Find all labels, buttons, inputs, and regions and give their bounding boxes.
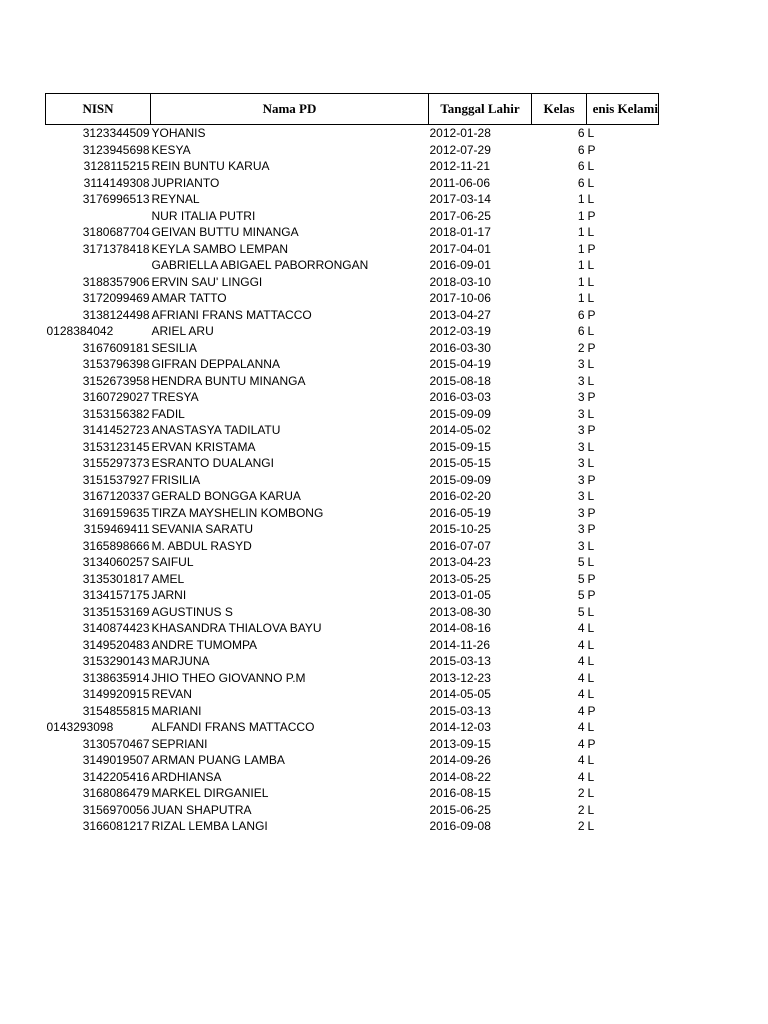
tanggal-lahir-cell: 2015-10-25	[429, 522, 491, 536]
table-row	[46, 604, 659, 621]
table-row	[46, 208, 659, 225]
nisn-cell: 3154855815	[82, 703, 150, 718]
nama-cell: REVAN	[151, 687, 192, 701]
kelas-cell: 3	[577, 406, 585, 421]
nama-cell: AGUSTINUS S	[151, 604, 233, 619]
table-row	[46, 406, 659, 423]
jenis-kelamin-cell: L	[587, 621, 595, 635]
nisn-cell: 3123344509	[82, 126, 150, 140]
nisn-cell: 3138635914	[82, 670, 150, 685]
tanggal-lahir-cell: 2015-09-15	[429, 439, 491, 454]
tanggal-lahir-cell: 2013-12-23	[429, 670, 491, 685]
header-nisn: NISN	[46, 94, 151, 125]
jenis-kelamin-cell: L	[587, 654, 595, 668]
jenis-kelamin-cell: L	[587, 406, 595, 421]
tanggal-lahir-cell: 2016-03-30	[429, 340, 491, 355]
tanggal-lahir-cell: 2014-05-05	[429, 687, 491, 701]
header-kelas: Kelas	[532, 94, 587, 125]
nama-cell: JUAN SHAPUTRA	[151, 802, 252, 817]
nama-cell: JHIO THEO GIOVANNO P.M	[151, 670, 306, 685]
kelas-cell: 3	[577, 423, 585, 437]
kelas-cell: 1	[577, 225, 585, 239]
table-row	[46, 769, 659, 786]
jenis-kelamin-cell: L	[587, 175, 595, 190]
jenis-kelamin-cell: L	[587, 555, 595, 569]
tanggal-lahir-cell: 2016-03-03	[429, 390, 491, 404]
tanggal-lahir-cell: 2012-07-29	[429, 142, 491, 157]
jenis-kelamin-cell: P	[587, 505, 596, 520]
nisn-cell: 3138124498	[82, 307, 150, 322]
kelas-cell: 1	[577, 241, 585, 256]
table-row	[46, 373, 659, 390]
jenis-kelamin-cell: L	[587, 373, 595, 388]
tanggal-lahir-cell: 2017-04-01	[429, 241, 491, 256]
nisn-cell: 3134157175	[82, 588, 150, 602]
jenis-kelamin-cell: L	[587, 456, 595, 470]
kelas-cell: 1	[577, 208, 585, 223]
nisn-cell: 3166081217	[82, 819, 150, 833]
kelas-cell: 4	[577, 720, 585, 734]
jenis-kelamin-cell: L	[587, 753, 595, 767]
kelas-cell: 6	[577, 126, 585, 140]
nama-cell: FADIL	[151, 406, 185, 421]
table-body	[46, 125, 659, 835]
nama-cell: SAIFUL	[151, 555, 194, 569]
tanggal-lahir-cell: 2014-08-22	[429, 769, 491, 784]
tanggal-lahir-cell: 2011-06-06	[429, 175, 490, 190]
nama-cell: ERVAN KRISTAMA	[151, 439, 256, 454]
tanggal-lahir-cell: 2013-01-05	[429, 588, 491, 602]
nisn-cell: 0143293098	[46, 720, 114, 734]
student-table	[45, 93, 659, 835]
nisn-cell: 3149920915	[82, 687, 150, 701]
tanggal-lahir-cell: 2015-06-25	[429, 802, 491, 817]
nama-cell: GERALD BONGGA KARUA	[151, 489, 301, 503]
table-row	[46, 719, 659, 736]
tanggal-lahir-cell: 2017-03-14	[429, 192, 491, 206]
nama-cell: GIFRAN DEPPALANNA	[151, 357, 280, 371]
nisn-cell: 3123945698	[82, 142, 150, 157]
nisn-cell: 3155297373	[82, 456, 150, 470]
jenis-kelamin-cell: L	[587, 720, 595, 734]
nama-cell: ESRANTO DUALANGI	[151, 456, 274, 470]
kelas-cell: 3	[577, 456, 585, 470]
nama-cell: MARJUNA	[151, 654, 210, 668]
table-row	[46, 274, 659, 291]
jenis-kelamin-cell: L	[587, 324, 595, 338]
kelas-cell: 4	[577, 621, 585, 635]
kelas-cell: 6	[577, 159, 585, 173]
nisn-cell: 3168086479	[82, 786, 150, 800]
tanggal-lahir-cell: 2013-08-30	[429, 604, 491, 619]
nama-cell: FRISILIA	[151, 472, 201, 487]
header-jenis-kelamin: enis Kelami	[587, 94, 659, 125]
kelas-cell: 6	[577, 175, 585, 190]
table-row	[46, 439, 659, 456]
nisn-cell: 3141452723	[82, 423, 150, 437]
jenis-kelamin-cell: L	[587, 802, 595, 817]
nama-cell: KEYLA SAMBO LEMPAN	[151, 241, 288, 256]
nama-cell: KESYA	[151, 142, 191, 157]
table-row	[46, 125, 659, 142]
nama-cell: REIN BUNTU KARUA	[151, 159, 270, 173]
table-row	[46, 290, 659, 307]
nama-cell: ARDHIANSA	[151, 769, 222, 784]
nisn-cell: 3167609181	[82, 340, 150, 355]
nisn-cell: 3172099469	[82, 291, 150, 305]
jenis-kelamin-cell: P	[587, 241, 596, 256]
nama-cell: GEIVAN BUTTU MINANGA	[151, 225, 299, 239]
nisn-cell: 0128384042	[46, 324, 114, 338]
nama-cell: MARKEL DIRGANIEL	[151, 786, 269, 800]
nama-cell: YOHANIS	[151, 126, 206, 140]
nisn-cell: 3165898666	[82, 538, 150, 553]
nama-cell: AMEL	[151, 571, 185, 586]
kelas-cell: 4	[577, 637, 585, 652]
kelas-cell: 6	[577, 324, 585, 338]
table-row	[46, 224, 659, 241]
tanggal-lahir-cell: 2015-09-09	[429, 406, 491, 421]
tanggal-lahir-cell: 2013-09-15	[429, 736, 491, 751]
kelas-cell: 2	[577, 340, 585, 355]
nisn-cell: 3180687704	[82, 225, 150, 239]
tanggal-lahir-cell: 2015-05-15	[429, 456, 491, 470]
jenis-kelamin-cell: L	[587, 126, 595, 140]
nisn-cell: 3188357906	[82, 274, 150, 289]
kelas-cell: 2	[577, 802, 585, 817]
nisn-cell: 3128115215	[83, 159, 150, 173]
kelas-cell: 3	[577, 390, 585, 404]
tanggal-lahir-cell: 2015-03-13	[429, 703, 491, 718]
nama-cell: SEPRIANI	[151, 736, 208, 751]
jenis-kelamin-cell: L	[587, 258, 595, 272]
kelas-cell: 3	[577, 538, 585, 553]
tanggal-lahir-cell: 2016-08-15	[429, 786, 491, 800]
student-data-sheet	[45, 93, 660, 835]
tanggal-lahir-cell: 2012-01-28	[429, 126, 491, 140]
nisn-cell: 3171378418	[82, 241, 150, 256]
kelas-cell: 1	[577, 192, 585, 206]
kelas-cell: 1	[577, 291, 585, 305]
nisn-cell: 3153156382	[82, 406, 150, 421]
jenis-kelamin-cell: L	[587, 819, 595, 833]
kelas-cell: 3	[577, 505, 585, 520]
kelas-cell: 4	[577, 753, 585, 767]
table-row	[46, 571, 659, 588]
nisn-cell: 3142205416	[82, 769, 150, 784]
nama-cell: TIRZA MAYSHELIN KOMBONG	[151, 505, 324, 520]
jenis-kelamin-cell: L	[587, 538, 595, 553]
nisn-cell: 3140874423	[82, 621, 150, 635]
tanggal-lahir-cell: 2012-03-19	[429, 324, 491, 338]
table-row	[46, 653, 659, 670]
nama-cell: GABRIELLA ABIGAEL PABORRONGAN	[151, 258, 369, 272]
nisn-cell: 3153796398	[82, 357, 150, 371]
nisn-cell: 3153123145	[82, 439, 150, 454]
nisn-cell: 3159469411	[83, 522, 150, 536]
nama-cell: ERVIN SAU' LINGGI	[151, 274, 263, 289]
kelas-cell: 3	[577, 489, 585, 503]
tanggal-lahir-cell: 2015-04-19	[429, 357, 491, 371]
jenis-kelamin-cell: L	[587, 769, 595, 784]
nisn-cell: 3153290143	[82, 654, 150, 668]
table-row	[46, 818, 659, 835]
table-row	[46, 620, 659, 637]
tanggal-lahir-cell: 2015-09-09	[429, 472, 491, 487]
jenis-kelamin-cell: L	[587, 192, 595, 206]
table-row	[46, 538, 659, 555]
table-row	[46, 505, 659, 522]
kelas-cell: 4	[577, 703, 585, 718]
nama-cell: SESILIA	[151, 340, 197, 355]
tanggal-lahir-cell: 2015-08-18	[429, 373, 491, 388]
kelas-cell: 2	[577, 819, 585, 833]
header-tanggal-lahir: Tanggal Lahir	[429, 94, 532, 125]
jenis-kelamin-cell: L	[587, 274, 595, 289]
jenis-kelamin-cell: P	[587, 142, 596, 157]
table-row	[46, 703, 659, 720]
nama-cell: JUPRIANTO	[151, 175, 220, 190]
table-row	[46, 488, 659, 505]
kelas-cell: 3	[577, 472, 585, 487]
jenis-kelamin-cell: L	[587, 670, 595, 685]
jenis-kelamin-cell: L	[587, 291, 595, 305]
table-row	[46, 340, 659, 357]
tanggal-lahir-cell: 2014-11-26	[429, 637, 490, 652]
table-row	[46, 736, 659, 753]
kelas-cell: 5	[577, 571, 585, 586]
table-row	[46, 686, 659, 703]
nisn-cell: 3151537927	[82, 472, 150, 487]
kelas-cell: 3	[577, 439, 585, 454]
kelas-cell: 2	[577, 786, 585, 800]
jenis-kelamin-cell: P	[587, 571, 596, 586]
tanggal-lahir-cell: 2017-06-25	[429, 208, 491, 223]
nisn-cell: 3135301817	[82, 571, 150, 586]
jenis-kelamin-cell: P	[587, 736, 596, 751]
tanggal-lahir-cell: 2014-12-03	[429, 720, 491, 734]
kelas-cell: 4	[577, 769, 585, 784]
table-row	[46, 175, 659, 192]
table-row	[46, 389, 659, 406]
kelas-cell: 4	[577, 670, 585, 685]
jenis-kelamin-cell: P	[587, 472, 596, 487]
nama-cell: MARIANI	[151, 703, 202, 718]
jenis-kelamin-cell: L	[587, 637, 595, 652]
tanggal-lahir-cell: 2014-05-02	[429, 423, 491, 437]
nisn-cell: 3149520483	[82, 637, 150, 652]
kelas-cell: 3	[577, 357, 585, 371]
table-row	[46, 307, 659, 324]
nama-cell: ALFANDI FRANS MATTACCO	[151, 720, 315, 734]
jenis-kelamin-cell: L	[587, 786, 595, 800]
tanggal-lahir-cell: 2012-11-21	[429, 159, 490, 173]
kelas-cell: 5	[577, 555, 585, 569]
kelas-cell: 4	[577, 687, 585, 701]
nama-cell: AMAR TATTO	[151, 291, 227, 305]
tanggal-lahir-cell: 2016-09-08	[429, 819, 491, 833]
kelas-cell: 4	[577, 736, 585, 751]
table-row	[46, 241, 659, 258]
table-row	[46, 158, 659, 175]
tanggal-lahir-cell: 2014-09-26	[429, 753, 491, 767]
nama-cell: KHASANDRA THIALOVA BAYU	[151, 621, 322, 635]
nama-cell: M. ABDUL RASYD	[151, 538, 252, 553]
nama-cell: SEVANIA SARATU	[151, 522, 254, 536]
tanggal-lahir-cell: 2016-05-19	[429, 505, 491, 520]
table-row	[46, 521, 659, 538]
kelas-cell: 5	[577, 588, 585, 602]
nisn-cell: 3134060257	[82, 555, 150, 569]
nisn-cell: 3169159635	[82, 505, 150, 520]
nisn-cell: 3149019507	[82, 753, 150, 767]
table-row	[46, 802, 659, 819]
tanggal-lahir-cell: 2013-04-27	[429, 307, 491, 322]
tanggal-lahir-cell: 2014-08-16	[429, 621, 491, 635]
nisn-cell: 3135153169	[82, 604, 150, 619]
jenis-kelamin-cell: L	[587, 604, 595, 619]
table-row	[46, 142, 659, 159]
table-row	[46, 587, 659, 604]
table-header	[46, 94, 659, 125]
table-row	[46, 472, 659, 489]
nisn-cell	[46, 208, 151, 225]
nisn-cell	[46, 257, 151, 274]
tanggal-lahir-cell: 2016-09-01	[429, 258, 491, 272]
jenis-kelamin-cell: P	[587, 588, 596, 602]
table-row	[46, 752, 659, 769]
nama-cell: HENDRA BUNTU MINANGA	[151, 373, 306, 388]
nisn-cell: 3130570467	[82, 736, 150, 751]
nama-cell: ANDRE TUMOMPA	[151, 637, 258, 652]
nisn-cell: 3160729027	[82, 390, 150, 404]
jenis-kelamin-cell: P	[587, 390, 596, 404]
kelas-cell: 1	[577, 274, 585, 289]
header-row	[46, 94, 659, 125]
tanggal-lahir-cell: 2016-07-07	[429, 538, 491, 553]
kelas-cell: 3	[577, 373, 585, 388]
tanggal-lahir-cell: 2013-05-25	[429, 571, 491, 586]
nama-cell: ARIEL ARU	[151, 324, 214, 338]
kelas-cell: 6	[577, 307, 585, 322]
jenis-kelamin-cell: P	[587, 423, 596, 437]
nama-cell: RIZAL LEMBA LANGI	[151, 819, 268, 833]
jenis-kelamin-cell: P	[587, 208, 596, 223]
nama-cell: JARNI	[151, 588, 187, 602]
nisn-cell: 3152673958	[82, 373, 150, 388]
table-row	[46, 422, 659, 439]
nisn-cell: 3114149308	[83, 175, 150, 190]
jenis-kelamin-cell: P	[587, 522, 596, 536]
kelas-cell: 3	[577, 522, 585, 536]
table-row	[46, 323, 659, 340]
jenis-kelamin-cell: L	[587, 225, 595, 239]
nama-cell: ARMAN PUANG LAMBA	[151, 753, 285, 767]
tanggal-lahir-cell: 2018-01-17	[429, 225, 491, 239]
nisn-cell: 3176996513	[82, 192, 150, 206]
kelas-cell: 1	[577, 258, 585, 272]
jenis-kelamin-cell: L	[587, 687, 595, 701]
jenis-kelamin-cell: L	[587, 439, 595, 454]
table-row	[46, 554, 659, 571]
kelas-cell: 4	[577, 654, 585, 668]
jenis-kelamin-cell: P	[587, 307, 596, 322]
jenis-kelamin-cell: L	[587, 489, 595, 503]
tanggal-lahir-cell: 2018-03-10	[429, 274, 491, 289]
nisn-cell: 3156970056	[82, 802, 150, 817]
kelas-cell: 5	[577, 604, 585, 619]
nama-cell: TRESYA	[151, 390, 199, 404]
table-row	[46, 257, 659, 274]
nama-cell: REYNAL	[151, 192, 200, 206]
table-row	[46, 785, 659, 802]
jenis-kelamin-cell: L	[587, 159, 595, 173]
nama-cell: ANASTASYA TADILATU	[151, 423, 281, 437]
table-row	[46, 191, 659, 208]
jenis-kelamin-cell: P	[587, 703, 596, 718]
table-row	[46, 356, 659, 373]
kelas-cell: 6	[577, 142, 585, 157]
tanggal-lahir-cell: 2017-10-06	[429, 291, 491, 305]
tanggal-lahir-cell: 2015-03-13	[429, 654, 491, 668]
nama-cell: NUR ITALIA PUTRI	[151, 208, 256, 223]
tanggal-lahir-cell: 2016-02-20	[429, 489, 491, 503]
nama-cell: AFRIANI FRANS MATTACCO	[151, 307, 312, 322]
tanggal-lahir-cell: 2013-04-23	[429, 555, 491, 569]
header-nama-pd: Nama PD	[151, 94, 429, 125]
table-row	[46, 670, 659, 687]
jenis-kelamin-cell: L	[587, 357, 595, 371]
jenis-kelamin-cell: P	[587, 340, 596, 355]
table-row	[46, 637, 659, 654]
table-row	[46, 455, 659, 472]
nisn-cell: 3167120337	[82, 489, 150, 503]
